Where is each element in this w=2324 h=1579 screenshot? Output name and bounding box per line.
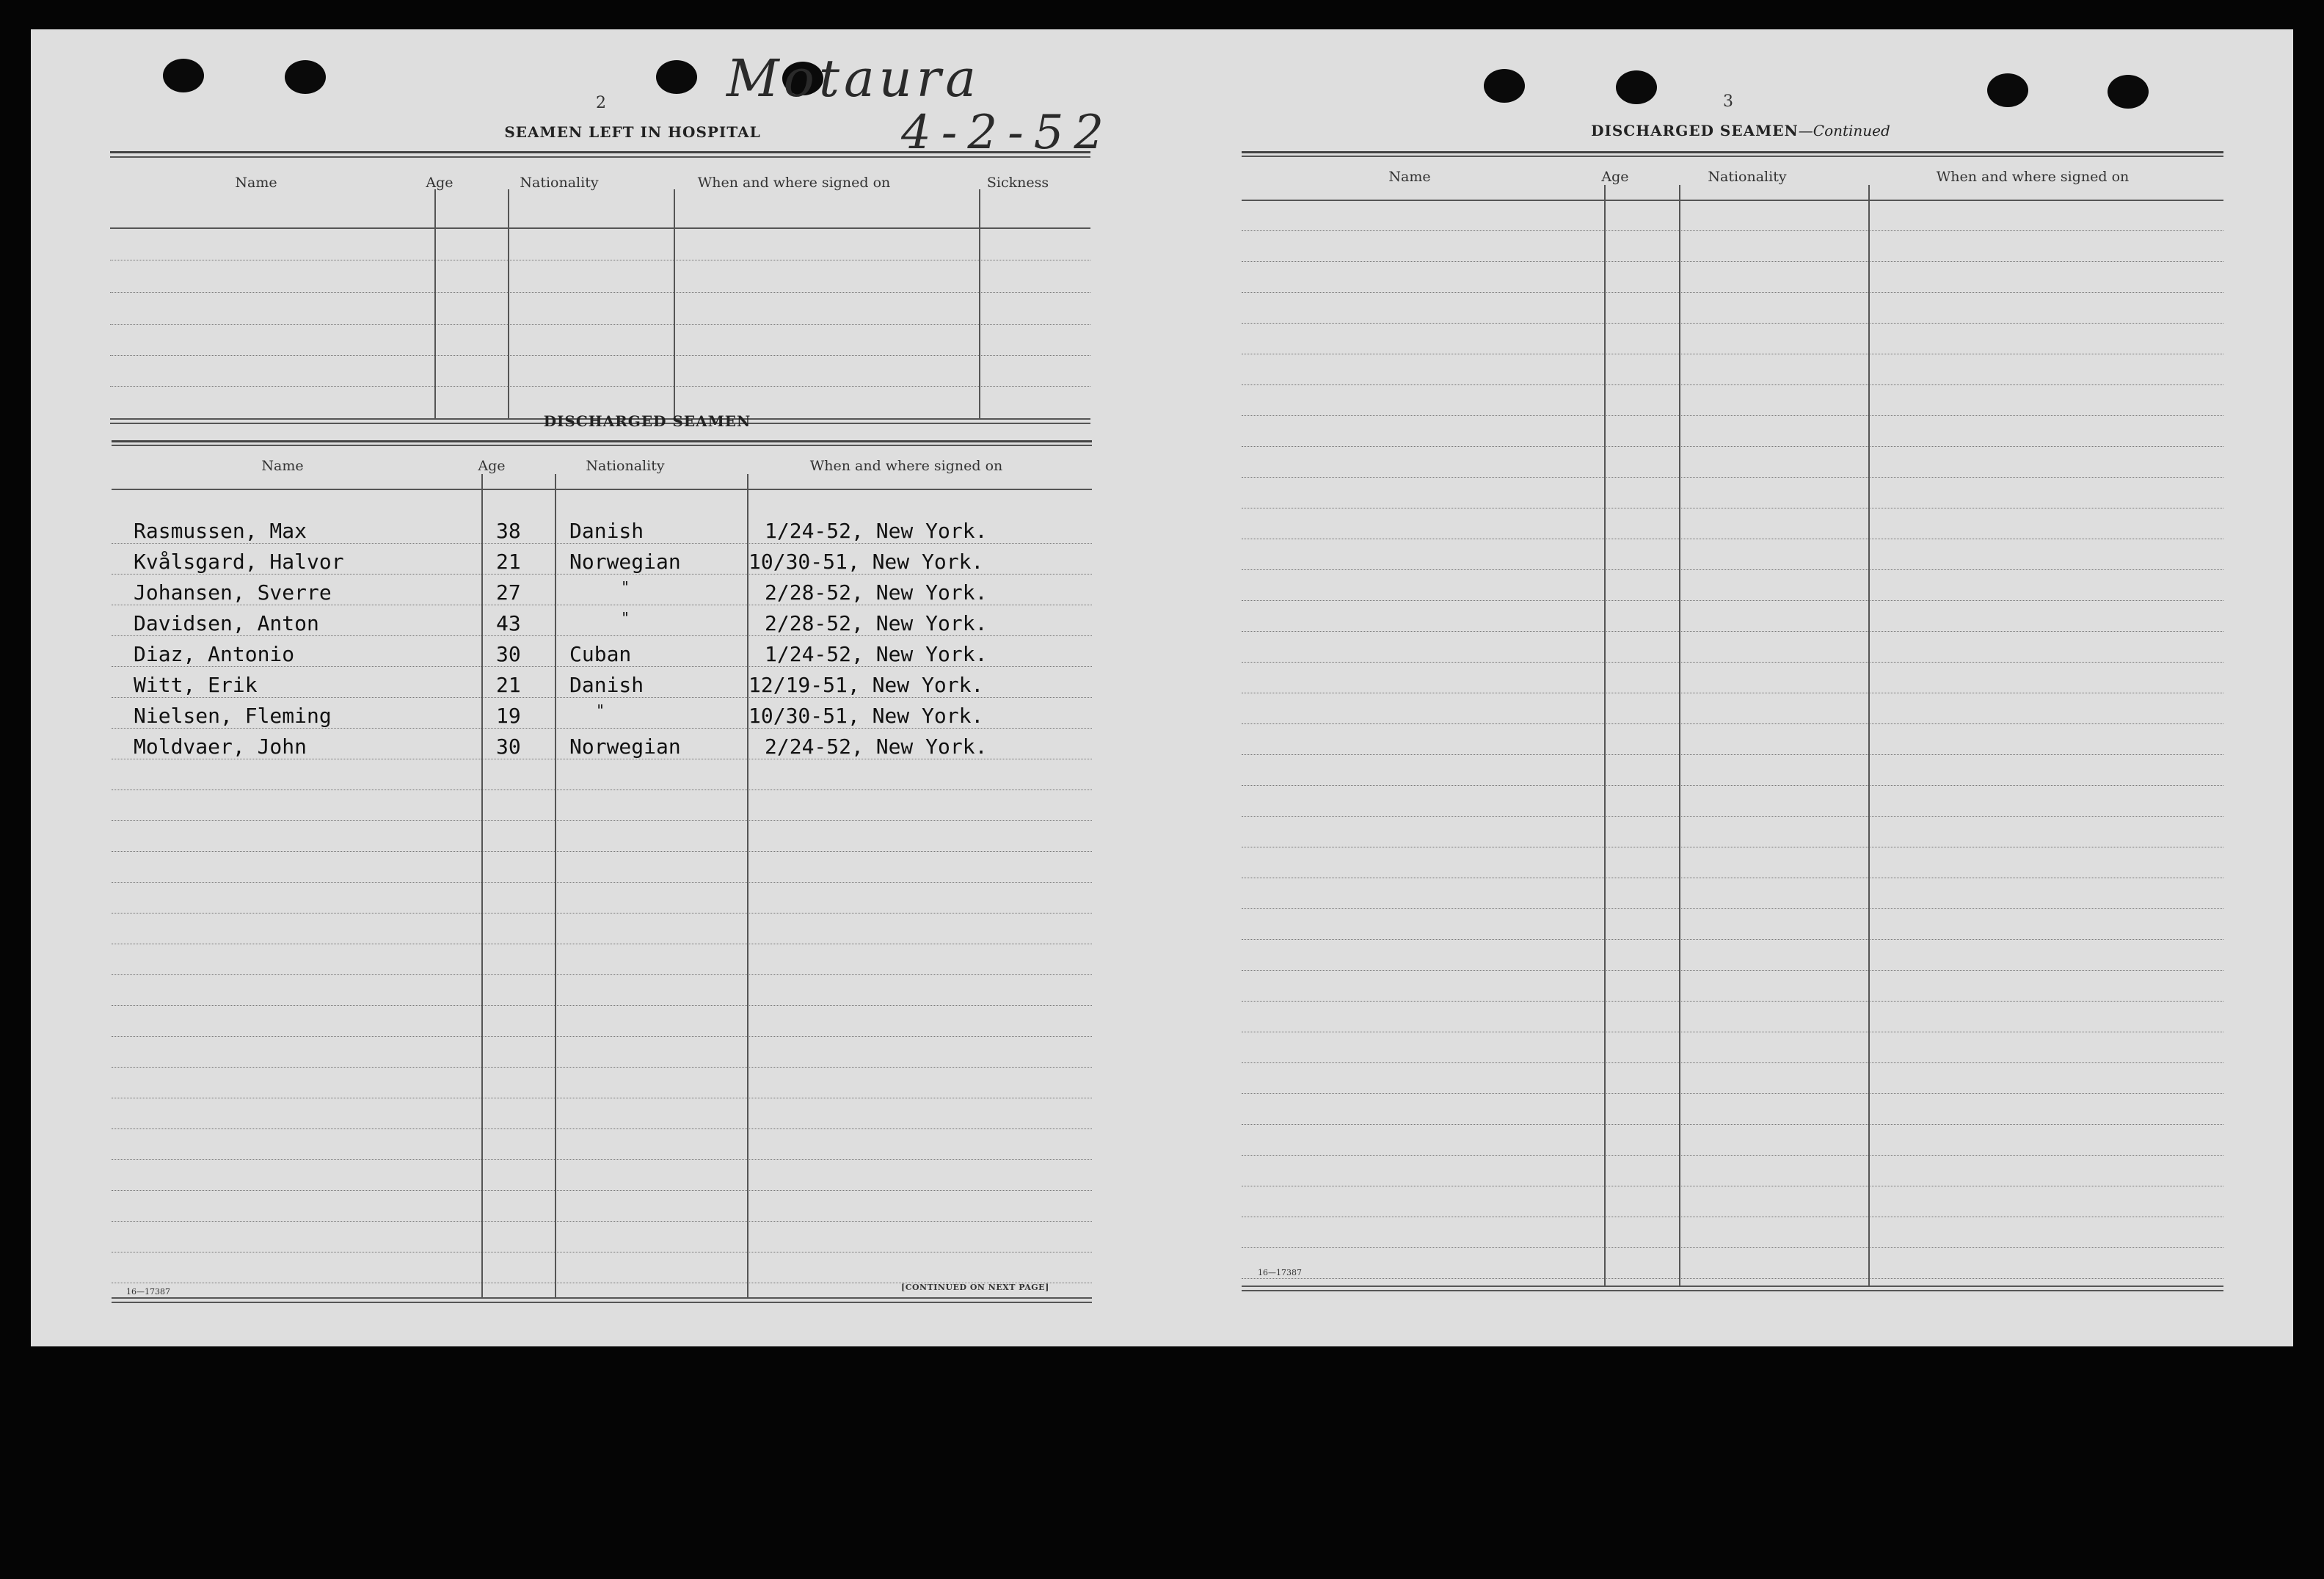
hospital-table [110,151,1090,427]
register-page [31,29,2293,1346]
discharged-table [112,440,1092,1277]
ruled-line [1242,1278,2223,1279]
continued-note: [CONTINUED ON NEXT PAGE] [901,1283,1049,1292]
seaman-nationality: Cuban [569,642,632,666]
seaman-age: 19 [496,704,521,728]
punch-hole [1616,70,1657,104]
seaman-signed-on: 2/28-52, New York. [765,611,988,635]
punch-hole [656,60,697,94]
col-header-signed-on: When and where signed on [697,175,891,191]
ruled-line [1242,754,2223,755]
ruled-line [112,1036,1092,1037]
seaman-name: Witt, Erik [134,673,258,697]
punch-hole [2108,75,2149,109]
ruled-line [1242,1062,2223,1063]
seaman-name: Moldvaer, John [134,734,307,759]
seaman-age: 30 [496,734,521,759]
punch-hole [1987,73,2028,107]
punch-hole [1484,69,1525,103]
seaman-nationality: Danish [569,519,644,543]
seaman-nationality: Norwegian [569,550,681,574]
col-header-nationality: Nationality [1708,169,1787,185]
col-header-nationality: Nationality [586,458,665,474]
discharged-continued-title-text: DISCHARGED SEAMEN [1591,122,1799,139]
table-row [112,514,1092,544]
seaman-signed-on: 1/24-52, New York. [765,519,988,543]
seaman-signed-on: 10/30-51, New York. [748,550,984,574]
col-header-age: Age [478,458,506,474]
col-header-sickness: Sickness [986,175,1049,191]
ruled-line [1242,1001,2223,1002]
seaman-name: Diaz, Antonio [134,642,295,666]
col-header-name: Name [1388,169,1431,185]
ruled-line [112,913,1092,914]
seaman-nationality: " [621,578,630,596]
ruled-line [1242,785,2223,786]
ruled-line [1242,723,2223,724]
punch-hole [285,60,326,94]
seaman-age: 21 [496,673,521,697]
seaman-age: 38 [496,519,521,543]
ruled-line [1242,1124,2223,1125]
seaman-name: Nielsen, Fleming [134,704,332,728]
ruled-line [1242,323,2223,324]
table-row [112,729,1092,760]
ruled-line [1242,569,2223,570]
ruled-line [112,974,1092,975]
col-header-signed-on: When and where signed on [809,458,1003,474]
hospital-header [110,175,1090,197]
discharged-header [112,458,1092,480]
discharged-section-title: DISCHARGED SEAMEN [543,412,751,430]
ruled-line [1242,477,2223,478]
col-header-name: Name [235,175,277,191]
ruled-line [1242,1155,2223,1156]
ruled-line [112,882,1092,883]
col-header-age: Age [1601,169,1629,185]
seaman-signed-on: 12/19-51, New York. [748,673,984,697]
ruled-line [112,1128,1092,1129]
seaman-name: Davidsen, Anton [134,611,319,635]
ruled-line [112,1067,1092,1068]
ruled-line [1242,908,2223,909]
seaman-signed-on: 10/30-51, New York. [748,704,984,728]
form-number: 16—17387 [126,1287,170,1297]
ruled-line [112,1005,1092,1006]
seaman-name: Johansen, Sverre [134,580,332,605]
ruled-line [1242,970,2223,971]
ruled-line [1242,261,2223,262]
page-number: 2 [596,94,606,112]
handwritten-date: 4-2-52 [901,106,1115,160]
form-number: 16—17387 [1258,1268,1302,1277]
col-header-name: Name [261,458,304,474]
ruled-line [1242,230,2223,231]
col-header-nationality: Nationality [520,175,599,191]
col-header-age: Age [426,175,453,191]
ruled-line [112,820,1092,821]
ruled-line [1242,816,2223,817]
ruled-line [1242,939,2223,940]
ruled-line [1242,1247,2223,1248]
seaman-nationality: " [621,609,630,627]
col-header-signed-on: When and where signed on [1936,169,2130,185]
table-row [112,699,1092,729]
seaman-signed-on: 2/28-52, New York. [765,580,988,605]
seaman-age: 21 [496,550,521,574]
ruled-line [1242,662,2223,663]
ruled-line [1242,415,2223,416]
discharged-continued-title [1484,122,1997,139]
seaman-nationality: " [596,701,605,719]
discharged-continued-table [1242,151,2223,1296]
page-number: 3 [1723,92,1733,111]
ruled-line [112,851,1092,852]
hospital-section-title: SEAMEN LEFT IN HOSPITAL [504,123,761,141]
seaman-name: Kvålsgard, Halvor [134,550,344,574]
ruled-line [1242,600,2223,601]
continued-header [1242,169,2223,191]
seaman-age: 30 [496,642,521,666]
ruled-line [1242,1093,2223,1094]
ruled-line [1242,292,2223,293]
seaman-signed-on: 1/24-52, New York. [765,642,988,666]
ruled-line [112,1221,1092,1222]
ruled-line [1242,446,2223,447]
table-row [112,575,1092,606]
seaman-age: 27 [496,580,521,605]
seaman-age: 43 [496,611,521,635]
seaman-signed-on: 2/24-52, New York. [765,734,988,759]
table-row [112,637,1092,668]
ruled-line [1242,631,2223,632]
seaman-nationality: Danish [569,673,644,697]
handwritten-ship-name: Motaura [726,48,980,109]
table-row [112,668,1092,699]
ruled-line [1242,384,2223,385]
punch-hole [163,59,204,92]
seaman-nationality: Norwegian [569,734,681,759]
ruled-line [112,1159,1092,1160]
table-row [112,606,1092,637]
table-row [112,544,1092,575]
seaman-name: Rasmussen, Max [134,519,307,543]
ruled-line [112,1190,1092,1191]
continued-suffix: —Continued [1798,122,1890,139]
